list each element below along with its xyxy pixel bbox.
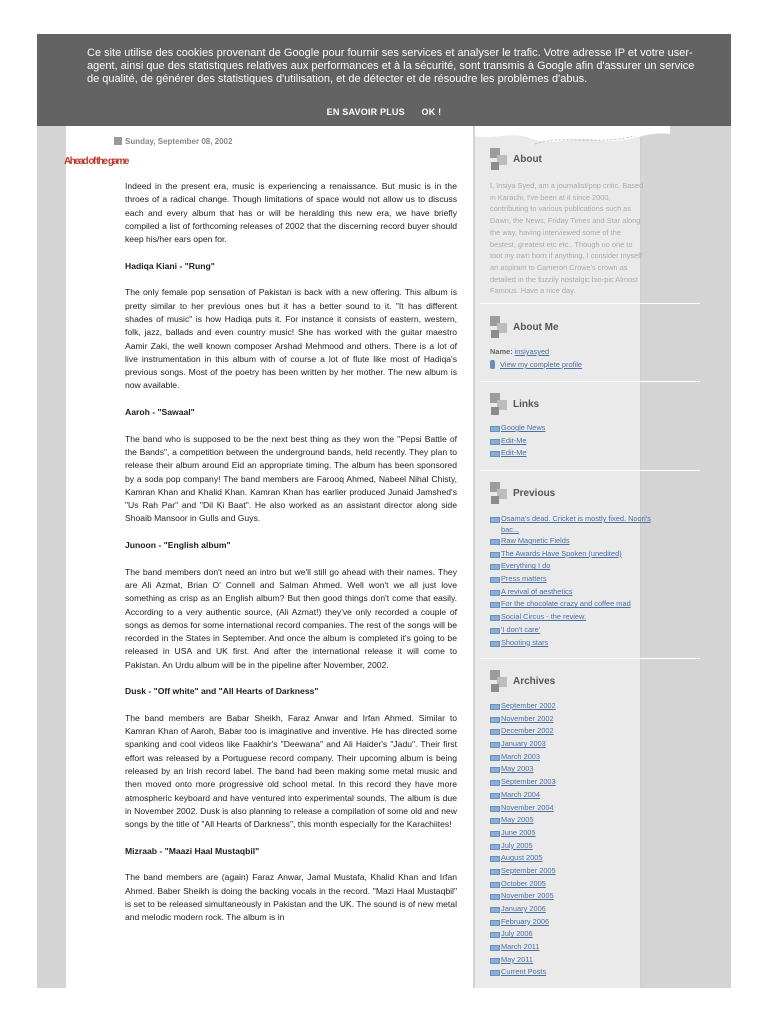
previous-post-link[interactable]: A revival of aesthetics (501, 586, 573, 596)
previous-post-link[interactable]: Everything I do (501, 561, 551, 571)
previous-post-link[interactable]: Press matters (501, 574, 547, 584)
post-date-header (114, 137, 232, 146)
previous-post-item (490, 513, 665, 535)
link-edit-me[interactable]: Edit-Me (501, 435, 527, 445)
link-edit-me[interactable]: Edit-Me (501, 448, 527, 458)
sidebar-divider (480, 470, 700, 471)
post-paragraph: The band who is supposed to be the next best thing as they won the "Pepsi Battle of the Bands", a competition between the underground bands, held recently. They plan to release their album around Eid an appropriate timing. The album has been sponsored by a soda pop company! The band members are Farooq Ahmed, Nabeel Nihal Chisty, Kamran Khan and Khalid Khan. Kamran Khan has earlier produced Junaid Jamshed's "Us Rah Par" and "Dil Ki Baat". He also worked as an assistant director along side Shoaib Mansoor in Gulls and Guys. (125, 433, 457, 524)
archive-item (490, 789, 640, 802)
post-subheading: Hadiqa Kiani - "Rung" (125, 260, 215, 271)
name-label: Name: (490, 347, 513, 356)
sidebar-divider (480, 303, 700, 304)
archive-link[interactable]: October 2005 (501, 878, 546, 888)
archive-link[interactable]: May 2003 (501, 764, 534, 774)
link-item (490, 422, 640, 435)
archive-item (490, 878, 640, 891)
archive-item (490, 751, 640, 764)
archive-link[interactable]: June 2005 (501, 827, 536, 837)
about-heading: About (513, 154, 542, 165)
archive-link[interactable]: February 2006 (501, 916, 550, 926)
cookie-message: Ce site utilise des cookies provenant de Google pour fournir ses services et analyser le trafic. Votre adresse IP et votre user-agent, ainsi que des statistiques relatives aux performances et à la sécurité, sont transmis à Google afin d'assurer un service de qualité, de générer des statistiques d'utilisation, et de détecter et de résoudre les problèmes d'abus. (87, 47, 695, 85)
calendar-icon (114, 137, 122, 145)
previous-post-link[interactable]: Osama's dead. Cricket is mostly fixed. Noori's bac... (501, 514, 651, 534)
archive-item (490, 928, 640, 941)
archive-link[interactable]: December 2002 (501, 726, 554, 736)
previous-post-link[interactable]: Raw Magnetic Fields (501, 536, 570, 545)
archive-item (490, 840, 640, 853)
archive-link[interactable]: March 2004 (501, 789, 541, 799)
previous-post-item (490, 548, 665, 561)
post-subheading: Dusk - "Off white" and "All Hearts of Darkness" (125, 686, 319, 697)
archive-item (490, 827, 640, 840)
archive-link[interactable]: November 2005 (501, 891, 554, 901)
previous-post-link[interactable]: For the chocolate crazy and coffee mad (501, 599, 631, 609)
sidebar-divider (480, 658, 700, 659)
post-paragraph: Indeed in the present era, music is experiencing a renaissance. But music is in the throes of a radical change. Though limitations of space would not allow us to discuss each and every album that has or will be heralding this new era, we have briefly compiled a list of forthcoming releases of 2002 that the discerning record buyer should keep his/her ears open for. (125, 181, 457, 245)
sidebar-right-strip (697, 126, 731, 988)
post-subheading: Junoon - "English album" (125, 540, 231, 551)
archive-link[interactable]: May 2005 (501, 815, 534, 825)
previous-post-item (490, 624, 665, 637)
archive-item (490, 916, 640, 929)
previous-posts-list (490, 513, 665, 649)
post-date: Sunday, September 08, 2002 (125, 137, 233, 146)
archive-link[interactable]: September 2005 (501, 865, 556, 875)
archive-link[interactable]: January 2006 (501, 904, 546, 913)
profile-icon (490, 360, 495, 369)
links-list (490, 422, 640, 460)
archive-item (490, 814, 640, 827)
view-profile-link[interactable]: View my complete profile (500, 360, 583, 369)
post-paragraph: The band members are (again) Faraz Anwar, Jamal Mustafa, Khalid Khan and Irfan Ahmed. Baber Sheikh is doing the backing vocals in the record. "Mazi Haal Mustaqbil" is set to be released simultaneously in Pakistan and the UK. The sound is of new metal and melodic modern rock. The album is in (125, 872, 457, 923)
archive-link[interactable]: March 2003 (501, 751, 541, 761)
link-item (490, 435, 640, 448)
post-body (125, 180, 457, 938)
archive-link[interactable]: November 2004 (501, 802, 554, 812)
archive-item (490, 713, 640, 726)
previous-post-item (490, 560, 665, 573)
archive-link[interactable]: January 2003 (501, 739, 546, 749)
post-subheading: Aaroh - "Sawaal" (125, 407, 195, 418)
about-text: I, Insiya Syed, am a journalist/pop critic. Based in Karachi, I've been at it since 2000, contributing to various publications such as Dawn, the News, Friday Times and Star along the way, having interviewed some of the bestest, greatest etc etc.. Though no one to toot my own horn if anything, I consider myself an aspirant to Cameron Crowe's crown as detailed in the fuzzily nostalgic bio-pic Almost Famous. Have a nice day. (490, 181, 644, 296)
previous-post-link[interactable]: The Awards Have Spoken (unedited) (501, 548, 622, 558)
profile-name-row (490, 347, 640, 356)
archive-item (490, 802, 640, 815)
archive-item (490, 725, 640, 738)
archive-item (490, 954, 640, 967)
previous-post-link[interactable]: Social Circus - the review. (501, 612, 587, 622)
previous-post-item (490, 611, 665, 624)
link-item (490, 447, 640, 460)
archives-list (490, 700, 640, 979)
previous-post-item (490, 637, 665, 650)
post-subheading: Mizraab - "Maazi Haal Mustaqbil" (125, 845, 260, 856)
archive-link[interactable]: March 2011 (501, 942, 540, 952)
previous-post-link[interactable]: 'I don't care' (501, 624, 541, 634)
cookie-consent-banner (37, 34, 731, 126)
sidebar-divider (480, 381, 700, 382)
archive-link[interactable]: July 2005 (501, 840, 533, 850)
archive-item (490, 776, 640, 789)
archive-item (490, 738, 640, 751)
archive-link[interactable]: November 2002 (501, 713, 554, 723)
archives-heading: Archives (513, 676, 556, 687)
archive-item (490, 763, 640, 776)
link-google-news[interactable]: Google News (501, 423, 546, 432)
archive-item (490, 966, 640, 979)
cookie-buttons (37, 107, 731, 117)
archive-item (490, 865, 640, 878)
profile-name-link[interactable]: insiyasyed (514, 347, 550, 356)
previous-post-item (490, 573, 665, 586)
archive-link[interactable]: August 2005 (501, 853, 543, 863)
archive-link[interactable]: July 2006 (501, 929, 533, 939)
profile-link-row (490, 360, 640, 369)
post-paragraph: The only female pop sensation of Pakistan is back with a new offering. This album is pretty similar to her previous ones but it has a better sound to it. "It has different shades of music" is how Hadiqa puts it. For instance it consists of eastern, western, folk, jazz, ballads and even country music! She has worked with the guitar maestro Aamir Zaki, the well known composer Arshad Mehmood and others. There is a lot of live instrumentation in this album with of course a lot of flute like most of Hadiqa's previous songs. Most of the poetry has been written by her mother. The new album is now available. (125, 287, 457, 391)
archive-item (490, 852, 640, 865)
archive-item (490, 903, 640, 916)
about-me-heading: About Me (513, 322, 559, 333)
previous-heading: Previous (513, 488, 556, 499)
archive-item (490, 890, 640, 903)
previous-post-item (490, 598, 665, 611)
post-paragraph: The band members are Babar Sheikh, Faraz Anwar and Irfan Ahmed. Similar to Kamran Khan of Aaroh, Babar too is imaginative and inventive. He has directed some spanking and cool videos like Faakhir's "Deewana" and Ali Haider's "Jadu". Their first effort was released by a Portuguese record company. Their upcoming album is being released by an Irish record label. The band had been making some metal music and then moved onto more progressive old school metal. In this record they have more atmospheric keyboard and have ventured into experimental sounds. The album is due in November 2002. Dusk is also planning to release a compilation of some old and new songs by the title of "All Hearts of Darkness", this month especially for the Karachiites! (125, 712, 457, 830)
archive-link[interactable]: May 2011 (501, 954, 533, 964)
links-heading: Links (513, 399, 540, 410)
previous-post-link[interactable]: Shooting stars (501, 637, 549, 647)
previous-post-item (490, 586, 665, 599)
archive-item (490, 941, 640, 954)
previous-post-item (490, 535, 665, 548)
post-paragraph: The band members don't need an intro but we'll still go ahead with their names. They are Ali Azmat, Brian O' Connell and Salman Ahmed. Well won't we all just love something as crisp as an English album? But then good things don't come that easily. According to a very authentic source, (Ali Azmat!) they've only recorded a couple of songs as demos for some international record companies. The rest of the songs will be recorded in the States in September. And once the album is completed it's going to be released in USA and UK first. And after the international release it will come to Pakistan. An Urdu album will be in the pipeline after November, 2002. (125, 566, 457, 670)
learn-more-button[interactable]: EN SAVOIR PLUS (326, 107, 405, 117)
archive-link[interactable]: September 2002 (501, 701, 556, 710)
archive-link[interactable]: September 2003 (501, 777, 556, 787)
archive-item (490, 700, 640, 713)
ok-button[interactable]: OK ! (421, 107, 442, 117)
archive-link[interactable]: Current Posts (501, 967, 547, 977)
post-title[interactable]: Ahead of the game (64, 156, 128, 167)
